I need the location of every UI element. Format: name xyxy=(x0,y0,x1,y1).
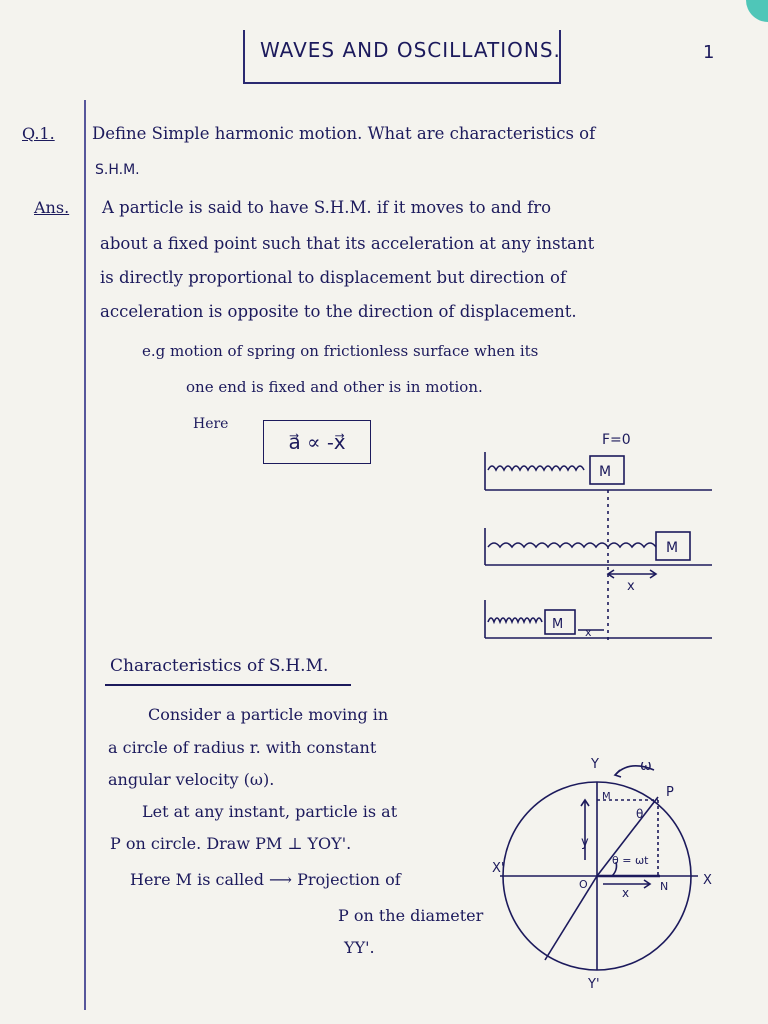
answer-line: about a fixed point such that its acceleration at any instant xyxy=(100,234,595,253)
answer-line: A particle is said to have S.H.M. if it moves to and fro xyxy=(102,198,552,217)
formula-text: a⃗ ∝ -x⃗ xyxy=(288,430,346,454)
point-n-label: N xyxy=(660,880,669,893)
lower-diagonal xyxy=(545,876,597,960)
characteristics-line: P on circle. Draw PM ⊥ YOY'. xyxy=(110,834,352,853)
angle-label: θ = ωt xyxy=(612,854,649,867)
y-bottom-label: Y' xyxy=(588,977,600,992)
point-p-label: P xyxy=(666,785,674,800)
here-label: Here xyxy=(193,416,229,432)
y-length-label: y xyxy=(581,835,589,850)
x-left-label: X' xyxy=(492,861,505,876)
answer-line: is directly proportional to displacement but direction of xyxy=(100,268,567,287)
spring-3 xyxy=(488,618,542,622)
displacement-label: x xyxy=(627,579,635,594)
mass-label: M xyxy=(599,464,612,480)
force-label: F=0 xyxy=(602,432,631,448)
theta-label: θ xyxy=(636,807,644,821)
page-title: WAVES AND OSCILLATIONS. xyxy=(260,38,561,62)
x-length-label: x xyxy=(622,886,630,900)
displacement-label: x xyxy=(585,626,592,639)
characteristics-line: P on the diameter xyxy=(338,906,484,925)
spring-2 xyxy=(488,543,656,547)
point-m-label: M xyxy=(602,791,611,802)
mass-label: M xyxy=(552,617,564,632)
characteristics-line: Consider a particle moving in xyxy=(148,705,389,724)
spring-labels xyxy=(552,432,678,639)
answer-label: Ans. xyxy=(34,198,70,217)
characteristics-line: a circle of radius r. with constant xyxy=(108,738,377,757)
characteristics-line: Here M is called ⟶ Projection of xyxy=(130,870,401,889)
example-line1: e.g motion of spring on frictionless surface when its xyxy=(142,342,539,360)
question-text-line2: S.H.M. xyxy=(95,162,140,178)
question-label: Q.1. xyxy=(22,124,55,143)
mass-label: M xyxy=(666,540,679,556)
example-line2: one end is fixed and other is in motion. xyxy=(186,378,483,396)
omega-label: ω xyxy=(640,758,652,774)
y-top-label: Y xyxy=(591,757,599,772)
characteristics-line: YY'. xyxy=(344,938,375,957)
origin-label: O xyxy=(579,878,588,891)
characteristics-line: angular velocity (ω). xyxy=(108,770,275,789)
characteristics-line: Let at any instant, particle is at xyxy=(142,802,398,821)
circle-labels xyxy=(492,757,712,992)
x-right-label: X xyxy=(703,873,712,888)
characteristics-heading: Characteristics of S.H.M. xyxy=(110,656,329,676)
page-number: 1 xyxy=(703,42,715,63)
spring-1 xyxy=(488,466,584,470)
question-text-line1: Define Simple harmonic motion. What are characteristics of xyxy=(92,124,596,143)
answer-line: acceleration is opposite to the direction of displacement. xyxy=(100,302,577,321)
